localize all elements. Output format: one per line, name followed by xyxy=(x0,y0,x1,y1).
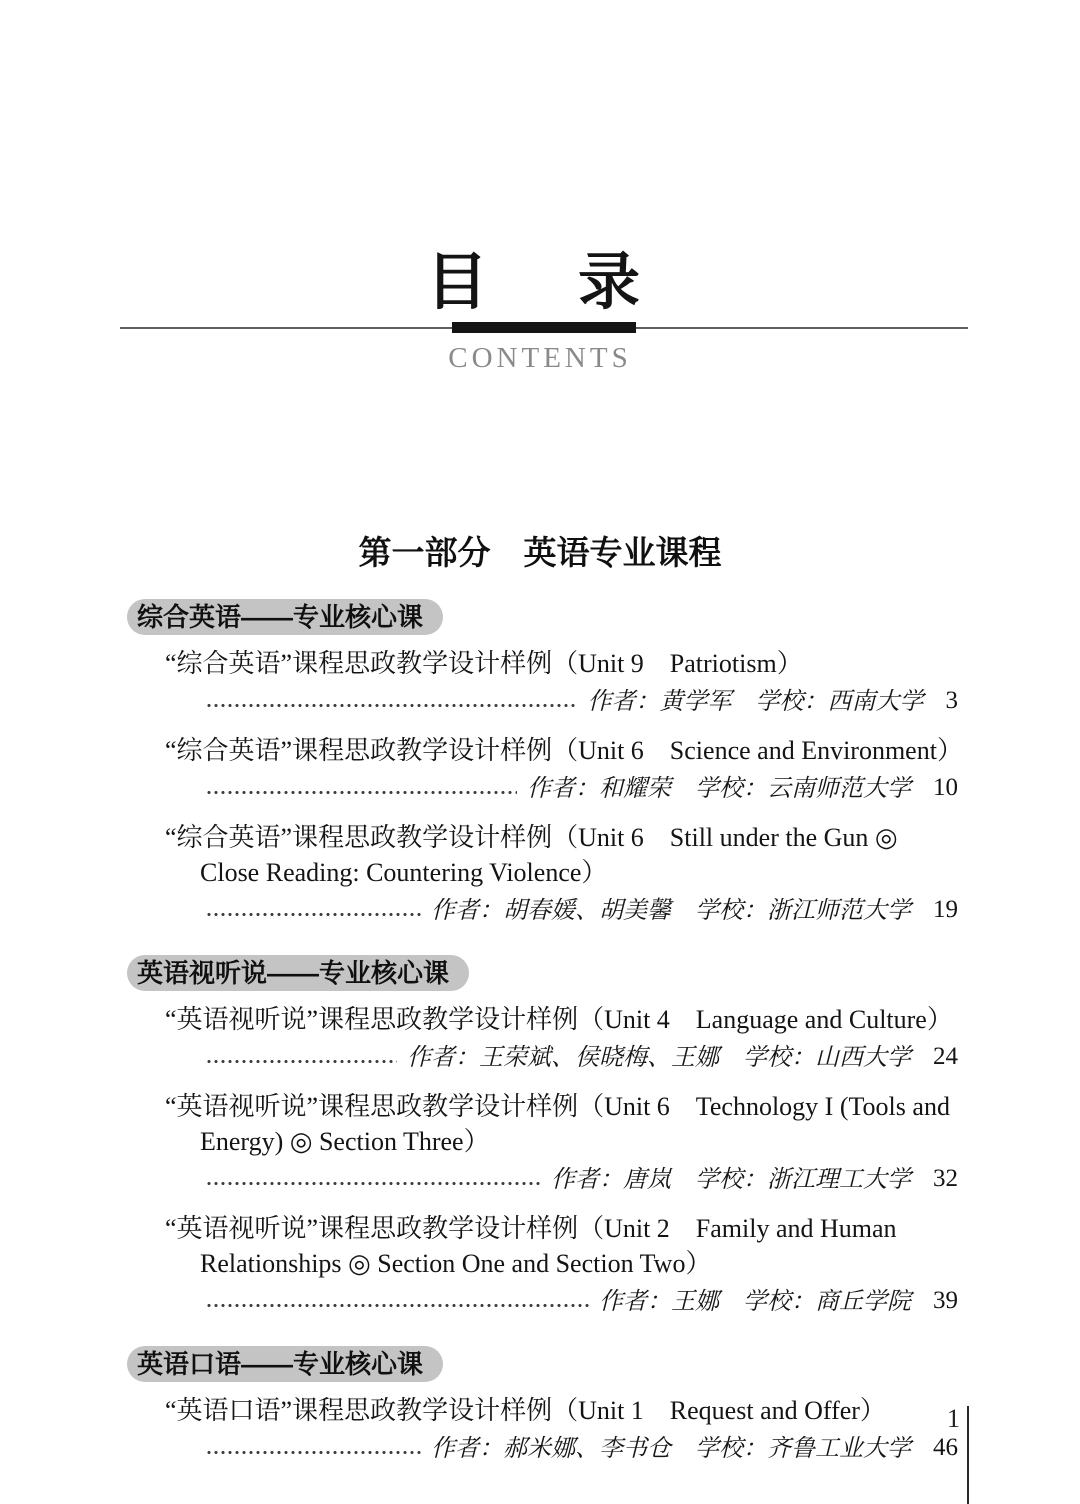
entry-author-row xyxy=(207,895,958,925)
entry-author-row xyxy=(207,1433,958,1463)
entry-author: 作者：王荣斌、侯晓梅、王娜 学校：山西大学 xyxy=(407,1042,911,1071)
section-badge: 英语视听说——专业核心课 xyxy=(127,955,469,991)
entry-author-row xyxy=(207,773,958,803)
entry-page-number: 3 xyxy=(945,686,958,714)
toc-entry xyxy=(125,820,958,925)
entry-author-row xyxy=(207,1042,958,1072)
dotted-leader xyxy=(207,1060,397,1063)
toc-section-kouyu xyxy=(125,1346,958,1463)
entry-title: “英语口语”课程思政教学设计样例（Unit 1 Request and Offer） xyxy=(165,1395,886,1425)
toc-entry xyxy=(125,1211,958,1316)
entry-title: “综合英语”课程思政教学设计样例（Unit 6 Still under the Gun ◎ Close Reading: Countering Violence） xyxy=(165,822,898,887)
section-badge: 英语口语——专业核心课 xyxy=(127,1346,443,1382)
entry-page-number: 46 xyxy=(933,1433,958,1461)
entry-title: “英语视听说”课程思政教学设计样例（Unit 6 Technology I (Tools and Energy) ◎ Section Three） xyxy=(165,1091,950,1156)
entry-author: 作者：黄学军 学校：西南大学 xyxy=(587,686,924,715)
toc-entry xyxy=(125,1393,958,1463)
title-divider xyxy=(120,322,968,333)
toc-section-zonghe-yingyu xyxy=(125,599,963,925)
entry-title: “综合英语”课程思政教学设计样例（Unit 9 Patriotism） xyxy=(165,648,803,678)
toc-entry xyxy=(125,733,963,803)
toc-section-shitingshuo xyxy=(125,955,958,1316)
entry-author: 作者：和耀荣 学校：云南师范大学 xyxy=(527,773,911,802)
toc-entry xyxy=(125,1089,958,1194)
page-subtitle: CONTENTS xyxy=(448,342,632,375)
entry-author: 作者：胡春媛、胡美馨 学校：浙江师范大学 xyxy=(431,895,911,924)
folio-rule xyxy=(967,1406,969,1504)
entry-page-number: 39 xyxy=(933,1286,958,1314)
entry-author: 作者：唐岚 学校：浙江理工大学 xyxy=(551,1164,911,1193)
dotted-leader xyxy=(207,1182,541,1185)
entry-page-number: 10 xyxy=(933,773,958,801)
entry-title: “英语视听说”课程思政教学设计样例（Unit 4 Language and Culture） xyxy=(165,1004,953,1034)
title-underline-bar xyxy=(452,322,636,333)
dotted-leader xyxy=(207,704,578,707)
toc-entry xyxy=(125,1002,958,1072)
entry-page-number: 24 xyxy=(933,1042,958,1070)
dotted-leader xyxy=(207,791,517,794)
entry-page-number: 32 xyxy=(933,1164,958,1192)
dotted-leader xyxy=(207,1451,421,1454)
entry-title: “综合英语”课程思政教学设计样例（Unit 6 Science and Environment） xyxy=(165,735,963,765)
dotted-leader xyxy=(207,1304,589,1307)
entry-author-row xyxy=(207,1286,958,1316)
section-badge: 综合英语——专业核心课 xyxy=(127,599,443,635)
entry-author: 作者：王娜 学校：商丘学院 xyxy=(599,1286,911,1315)
page-title: 目 录 xyxy=(425,245,654,318)
dotted-leader xyxy=(207,913,421,916)
folio-page-number: 1 xyxy=(947,1404,960,1433)
entry-title: “英语视听说”课程思政教学设计样例（Unit 2 Family and Human Relationships ◎ Section One and Section Two） xyxy=(165,1213,897,1278)
entry-author-row xyxy=(207,686,958,716)
entry-author: 作者：郝米娜、李书仓 学校：齐鲁工业大学 xyxy=(431,1433,911,1462)
part-title: 第一部分 英语专业课程 xyxy=(358,534,722,572)
entry-author-row xyxy=(207,1164,958,1194)
entry-page-number: 19 xyxy=(933,895,958,923)
toc-list xyxy=(125,599,963,1463)
toc-entry xyxy=(125,646,958,716)
